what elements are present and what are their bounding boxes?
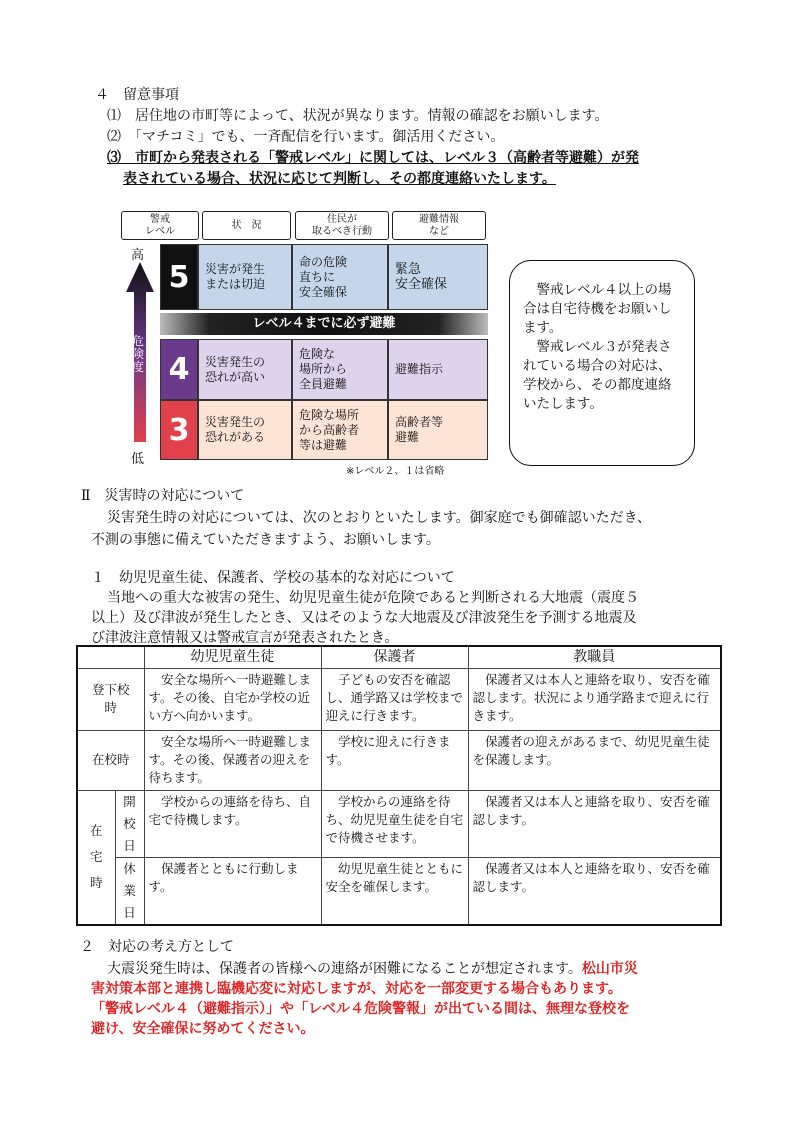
note-3-text-line2: 表されている場合、状況に応じて判断し、その都度連絡いたします。	[123, 171, 556, 187]
sub1-line2: 以上）及び津波が発生したとき、又はそのような大地震及び津波発生を予測する地震及	[91, 610, 637, 626]
arrow-low-label: 低	[131, 452, 145, 467]
note-1-text: 居住地の市町等によって、状況が異なります。情報の確認をお願いします。	[135, 108, 609, 124]
level-4-info: 避難指示	[388, 339, 488, 400]
sub1-heading: １ 幼児児童生徒、保護者、学校の基本的な対応について	[91, 570, 455, 586]
note-3-text-line1: 市町から発表される「警戒レベル」に関しては、レベル３（高齢者等避難）が発	[135, 150, 639, 166]
commute-parent: 子どもの安否を確認し、通学路又は学校まで迎えに行きます。	[321, 668, 468, 730]
table-row	[77, 730, 721, 790]
col-header-staff: 教職員	[468, 646, 721, 668]
note-2-text: 「マチコミ」でも、一斉配信を行います。御活用ください。	[135, 129, 505, 145]
table-row	[77, 668, 721, 730]
note-1-num: ⑴	[107, 108, 121, 124]
level-3-action: 危険な場所 から高齢者 等は避難	[292, 400, 388, 460]
table-corner	[77, 646, 144, 668]
row-label-commute: 登下校 時	[77, 668, 144, 730]
sub1-line1: 当地への重大な被害の発生、幼児児童生徒が危険であると判断される大地震（震度５	[107, 590, 639, 606]
note-3	[107, 147, 639, 167]
sub2-line1	[107, 958, 638, 978]
section2-heading: Ⅱ 災害時の対応について	[81, 488, 245, 504]
row-label-holiday: 休 業 日	[115, 857, 144, 925]
sub2-line2: 害対策本部と連携し臨機応変に対応しますが、対応を一部変更する場合もあります。	[91, 981, 622, 997]
callout-para-1: 警戒レベル４以上の場合は自宅待機をお願いします。	[523, 282, 672, 336]
at-school-student: 安全な場所へ一時避難します。その後、保護者の迎えを待ちます。	[144, 730, 321, 790]
level-5-situation: 災害が発生 または切迫	[198, 244, 292, 310]
section4-heading: ４ 留意事項	[95, 87, 179, 103]
evacuate-by-level4-band: レベル４までに必ず避難	[160, 313, 488, 335]
arrow-high-label: 高	[131, 248, 145, 263]
table-row	[77, 790, 721, 857]
school-day-parent: 学校からの連絡を待ち、幼児児童生徒を自宅で待機させます。	[321, 790, 468, 857]
level-5-info: 緊急 安全確保	[388, 244, 488, 310]
note-1	[107, 105, 608, 125]
sub1-line3: び津波注意情報又は警戒宣言が発表されたとき。	[91, 630, 399, 646]
col-header-student: 幼児児童生徒	[144, 646, 321, 668]
header-info: 避難情報 など	[392, 211, 486, 240]
section2-intro-line1: 災害発生時の対応については、次のとおりといたします。御家庭でも御確認いただき、	[107, 510, 652, 526]
row-label-school-day: 開 校 日	[115, 790, 144, 857]
section2-intro-line2: 不測の事態に備えていただきますよう、お願いします。	[91, 532, 440, 548]
arrow-danger-label: 危険度	[132, 334, 145, 374]
holiday-parent: 幼児児童生徒とともに安全を確保します。	[321, 857, 468, 925]
level-5-badge: 5	[160, 244, 198, 310]
sub2-line3: 「警戒レベル４（避難指示）」や「レベル４危険警報」が出ている間は、無理な登校を	[91, 1001, 630, 1017]
table-row	[77, 857, 721, 925]
note-3-num: ⑶	[107, 150, 121, 166]
diagram-footnote: ※レベル２、１は省略	[346, 466, 445, 477]
sub2-line4: 避け、安全確保に努めてください。	[91, 1021, 315, 1037]
level-3-info: 高齢者等 避難	[388, 400, 488, 460]
callout-box	[509, 260, 695, 466]
header-action: 住民が 取るべき行動	[295, 211, 389, 240]
row-label-at-home: 在 宅 時	[77, 790, 115, 925]
table-header-row	[77, 646, 721, 668]
header-situation: 状 況	[202, 211, 291, 240]
commute-staff: 保護者又は本人と連絡を取り、安否を確認します。状況により通学路まで迎えに行きます。	[468, 668, 721, 730]
sub2-heading: ２ 対応の考え方として	[80, 939, 234, 955]
header-level: 警戒 レベル	[121, 211, 199, 240]
note-2-num: ⑵	[107, 129, 121, 145]
level-3-badge: 3	[160, 400, 198, 460]
commute-student: 安全な場所へ一時避難します。その後、自宅か学校の近い方へ向かいます。	[144, 668, 321, 730]
col-header-parent: 保護者	[321, 646, 468, 668]
at-school-staff: 保護者の迎えがあるまで、幼児児童生徒を保護します。	[468, 730, 721, 790]
at-school-parent: 学校に迎えに行きます。	[321, 730, 468, 790]
school-day-staff: 保護者又は本人と連絡を取り、安否を確認します。	[468, 790, 721, 857]
sub2-line1-plain: 大震災発生時は、保護者の皆様への連絡が困難になることが想定されます。	[107, 961, 582, 977]
response-table	[76, 645, 722, 926]
school-day-student: 学校からの連絡を待ち、自宅で待機します。	[144, 790, 321, 857]
callout-para-2: 警戒レベル３が発表されている場合の対応は、学校から、その都度連絡いたします。	[523, 339, 672, 412]
level-4-action: 危険な 場所から 全員避難	[292, 339, 388, 400]
note-2	[107, 126, 504, 146]
holiday-student: 保護者とともに行動します。	[144, 857, 321, 925]
level-4-badge: 4	[160, 339, 198, 400]
level-4-situation: 災害発生の 恐れが高い	[198, 339, 292, 400]
sub2-line1-red: 松山市災	[581, 961, 638, 977]
level-3-situation: 災害発生の 恐れがある	[198, 400, 292, 460]
holiday-staff: 保護者又は本人と連絡を取り、安否を確認します。	[468, 857, 721, 925]
level-5-action: 命の危険 直ちに 安全確保	[292, 244, 388, 310]
row-label-at-school: 在校時	[77, 730, 144, 790]
